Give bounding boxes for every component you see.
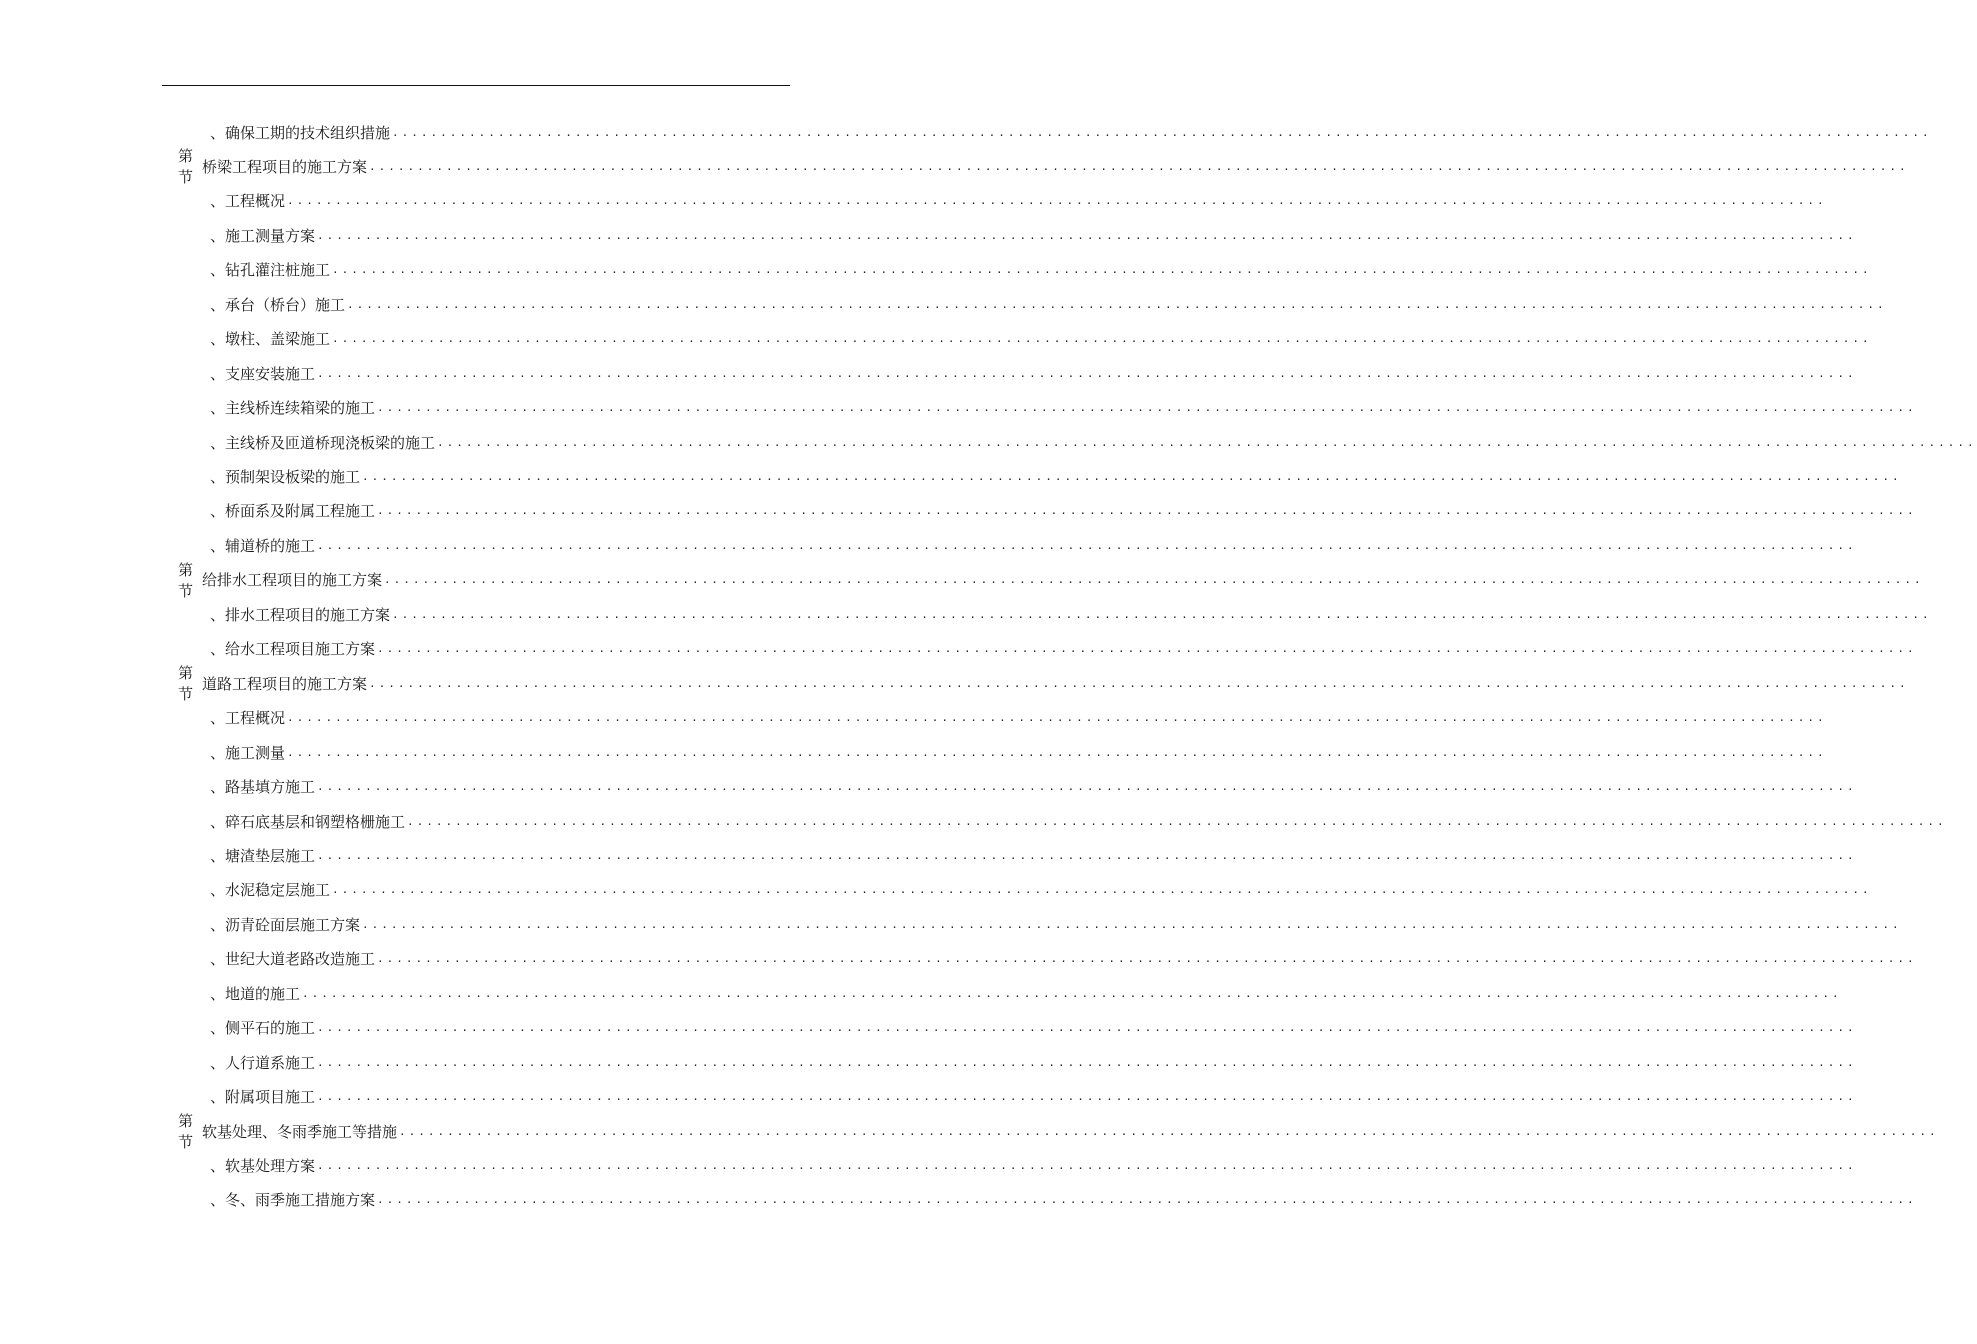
toc-item-entry[interactable]: [210, 599, 1932, 629]
item-enum-mark: 、: [210, 812, 226, 831]
toc-item-entry[interactable]: [210, 427, 1977, 457]
dot-leader: ................................................................................................................................................................: [287, 194, 1827, 208]
item-enum-mark: 、: [210, 192, 226, 211]
toc-section-entry[interactable]: [178, 147, 1909, 187]
toc-entry-title: 地道的施工: [225, 984, 301, 1003]
toc-item-entry[interactable]: [210, 1013, 1857, 1043]
dot-leader: ................................................................................................................................................................: [332, 883, 1872, 897]
item-enum-mark: 、: [210, 261, 226, 280]
item-enum-mark: 、: [210, 226, 226, 245]
toc-item-entry[interactable]: [210, 978, 1842, 1008]
item-enum-mark: 、: [210, 915, 226, 934]
toc-entry-title: 承台（桥台）施工: [225, 295, 346, 314]
dot-leader: ................................................................................................................................................................: [377, 401, 1917, 415]
section-number: 第节: [178, 664, 194, 704]
item-enum-mark: 、: [210, 433, 226, 452]
dot-leader: ................................................................................................................................................................: [377, 504, 1917, 518]
toc-section-entry[interactable]: [178, 560, 1924, 600]
toc-item-entry[interactable]: [210, 186, 1827, 216]
toc-item-entry[interactable]: [210, 737, 1827, 767]
toc-item-entry[interactable]: [210, 1151, 1857, 1181]
toc-entry-title: 工程概况: [225, 192, 286, 211]
dot-leader: ................................................................................................................................................................: [437, 435, 1977, 449]
item-enum-mark: 、: [210, 123, 226, 142]
toc-item-entry[interactable]: [210, 634, 1917, 664]
item-enum-mark: 、: [210, 1053, 226, 1072]
item-enum-mark: 、: [210, 950, 226, 969]
dot-leader: ................................................................................................................................................................: [377, 1193, 1917, 1207]
toc-entry-title: 软基处理方案: [225, 1157, 316, 1175]
item-enum-mark: 、: [210, 605, 226, 624]
toc-item-entry[interactable]: [210, 324, 1872, 354]
toc-entry-title: 人行道系施工: [225, 1053, 316, 1072]
dot-leader: ................................................................................................................................................................: [362, 470, 1902, 483]
item-enum-mark: 、: [210, 881, 226, 900]
item-enum-mark: 、: [210, 984, 226, 1003]
toc-entry-title: 塘渣垫层施工: [225, 846, 316, 865]
toc-entry-title: 支座安装施工: [225, 364, 316, 383]
dot-leader: ................................................................................................................................................................: [317, 1090, 1857, 1104]
dot-leader: ................................................................................................................................................................: [392, 607, 1932, 621]
toc-entry-title: 墩柱、盖梁施工: [225, 330, 331, 349]
dot-leader: ................................................................................................................................................................: [287, 711, 1827, 725]
dot-leader: ................................................................................................................................................................: [317, 1021, 1857, 1035]
toc-entry-title: 排水工程项目的施工方案: [225, 605, 391, 624]
toc-entry-title: 主线桥连续箱梁的施工: [225, 399, 376, 418]
item-enum-mark: 、: [210, 399, 226, 418]
item-enum-mark: 、: [210, 1088, 226, 1107]
toc-entry-title: 软基处理、冬雨季施工等措施: [202, 1122, 398, 1141]
dot-leader: ................................................................................................................................................................: [362, 917, 1902, 931]
toc-item-entry[interactable]: [210, 944, 1917, 974]
dot-leader: ................................................................................................................................................................: [392, 125, 1932, 139]
toc-entry-title: 工程概况: [225, 709, 286, 728]
toc-item-entry[interactable]: [210, 1185, 1917, 1215]
section-number: 第节: [178, 147, 194, 187]
dot-leader: ................................................................................................................................................................: [317, 1055, 1857, 1069]
dot-leader: ................................................................................................................................................................: [347, 297, 1887, 311]
item-enum-mark: 、: [210, 709, 226, 728]
item-enum-mark: 、: [210, 330, 226, 349]
toc-item-entry[interactable]: [210, 772, 1857, 802]
dot-leader: ................................................................................................................................................................: [369, 159, 1909, 173]
dot-leader: ................................................................................................................................................................: [317, 538, 1857, 552]
toc-section-entry[interactable]: [178, 1112, 1939, 1152]
toc-entry-title: 给排水工程项目的施工方案: [202, 571, 383, 590]
toc-entry-title: 冬、雨季施工措施方案: [225, 1191, 376, 1210]
toc-item-entry[interactable]: [210, 358, 1857, 388]
item-enum-mark: 、: [210, 502, 226, 521]
toc-entry-title: 桥梁工程项目的施工方案: [202, 157, 368, 176]
item-enum-mark: 、: [210, 743, 226, 762]
toc-entry-title: 施工测量: [225, 743, 286, 762]
toc-entry-title: 给水工程项目施工方案: [225, 640, 376, 659]
dot-leader: ................................................................................................................................................................: [287, 745, 1827, 759]
toc-item-entry[interactable]: [210, 496, 1917, 526]
item-enum-mark: 、: [210, 1019, 226, 1038]
toc-item-entry[interactable]: [210, 1082, 1857, 1112]
dot-leader: ................................................................................................................................................................: [302, 986, 1842, 1000]
toc-entry-title: 侧平石的施工: [225, 1019, 316, 1038]
item-enum-mark: 、: [210, 295, 226, 314]
toc-item-entry[interactable]: [210, 393, 1917, 423]
toc-entry-title: 碎石底基层和钢塑格栅施工: [225, 812, 406, 831]
toc-entry-title: 预制架设板梁的施工: [225, 468, 361, 486]
toc-item-entry[interactable]: [210, 875, 1872, 905]
toc-item-entry[interactable]: [210, 1047, 1857, 1077]
toc-entry-title: 施工测量方案: [225, 226, 316, 245]
item-enum-mark: 、: [210, 536, 226, 555]
toc-item-entry[interactable]: [210, 806, 1947, 836]
item-enum-mark: 、: [210, 778, 226, 797]
dot-leader: ................................................................................................................................................................: [317, 228, 1857, 242]
toc-item-entry[interactable]: [210, 462, 1902, 492]
item-enum-mark: 、: [210, 468, 226, 486]
toc-item-entry[interactable]: [210, 703, 1827, 733]
dot-leader: ................................................................................................................................................................: [317, 848, 1857, 862]
dot-leader: ................................................................................................................................................................: [369, 676, 1909, 690]
section-number: 第节: [178, 560, 194, 600]
toc-item-entry[interactable]: [210, 220, 1857, 250]
toc-item-entry[interactable]: [210, 289, 1887, 319]
toc-entry-title: 水泥稳定层施工: [225, 881, 331, 900]
item-enum-mark: 、: [210, 1191, 226, 1210]
item-enum-mark: 、: [210, 846, 226, 865]
item-enum-mark: 、: [210, 1157, 226, 1175]
toc-entry-title: 附属项目施工: [225, 1088, 316, 1107]
dot-leader: ................................................................................................................................................................: [384, 573, 1924, 587]
toc-entry-title: 桥面系及附属工程施工: [225, 502, 376, 521]
dot-leader: ................................................................................................................................................................: [377, 952, 1917, 966]
toc-item-entry[interactable]: [210, 530, 1857, 560]
item-enum-mark: 、: [210, 640, 226, 659]
dot-leader: ................................................................................................................................................................: [317, 780, 1857, 794]
header-rule: [162, 85, 790, 86]
dot-leader: ................................................................................................................................................................: [399, 1124, 1939, 1138]
dot-leader: ................................................................................................................................................................: [317, 366, 1857, 380]
toc-item-entry[interactable]: [210, 840, 1857, 870]
section-number: 第节: [178, 1112, 194, 1152]
toc-entry-title: 确保工期的技术组织措施: [225, 123, 391, 142]
dot-leader: ................................................................................................................................................................: [377, 642, 1917, 656]
toc-item-entry[interactable]: [210, 909, 1902, 939]
dot-leader: ................................................................................................................................................................: [317, 1159, 1857, 1172]
toc-entry-title: 钻孔灌注桩施工: [225, 261, 331, 280]
toc-item-entry[interactable]: [210, 117, 1932, 147]
toc-entry-title: 主线桥及匝道桥现浇板梁的施工: [225, 433, 436, 452]
dot-leader: ................................................................................................................................................................: [407, 814, 1947, 828]
toc-entry-title: 辅道桥的施工: [225, 536, 316, 555]
dot-leader: ................................................................................................................................................................: [332, 263, 1872, 277]
toc-entry-title: 路基填方施工: [225, 778, 316, 797]
toc-item-entry[interactable]: [210, 255, 1872, 285]
toc-entry-title: 道路工程项目的施工方案: [202, 674, 368, 693]
toc-entry-title: 世纪大道老路改造施工: [225, 950, 376, 969]
toc-entry-title: 沥青砼面层施工方案: [225, 915, 361, 934]
dot-leader: ................................................................................................................................................................: [332, 332, 1872, 346]
item-enum-mark: 、: [210, 364, 226, 383]
toc-section-entry[interactable]: [178, 664, 1909, 704]
